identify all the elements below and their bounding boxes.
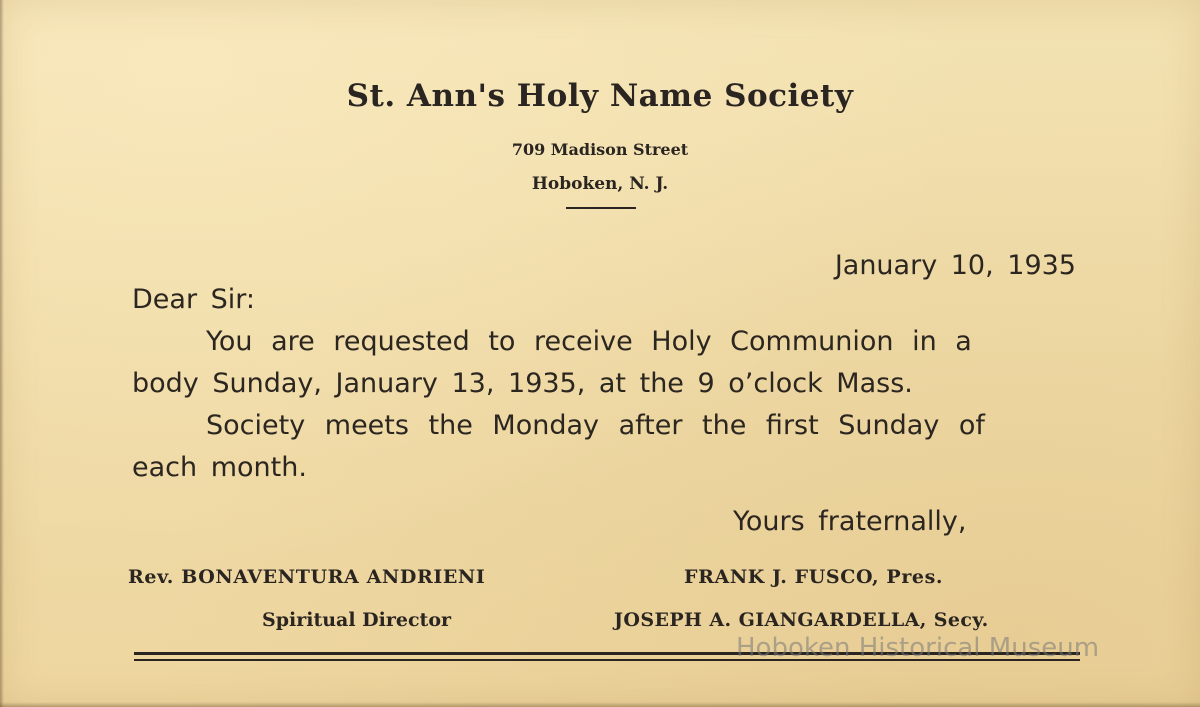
- letterhead-title: St. Ann's Holy Name Society: [346, 78, 854, 114]
- secretary-signature: JOSEPH A. GIANGARDELLA, Secy.: [614, 609, 989, 631]
- paragraph-1-line-2: body Sunday, January 13, 1935, at the 9 o’clock Mass.: [132, 368, 913, 399]
- paragraph-2-line-2: each month.: [132, 452, 307, 483]
- president-signature: FRANK J. FUSCO, Pres.: [684, 566, 944, 588]
- letter-closing: Yours fraternally,: [733, 506, 967, 537]
- scan-edge-shadow-bottom: [0, 702, 1200, 707]
- paragraph-1-line-1: You are requested to receive Holy Communion in a: [206, 326, 972, 357]
- paragraph-2-line-1: Society meets the Monday after the first Sunday of: [206, 410, 985, 441]
- spiritual-director-name: Rev. BONAVENTURA ANDRIENI: [128, 566, 486, 588]
- letter-greeting: Dear Sir:: [132, 284, 255, 315]
- letter-date: January 10, 1935: [834, 250, 1076, 281]
- letterhead-divider: [566, 207, 636, 209]
- letterhead-street: 709 Madison Street: [511, 140, 689, 159]
- spiritual-director-title: Spiritual Director: [262, 609, 452, 631]
- letterhead-city: Hoboken, N. J.: [531, 174, 669, 194]
- museum-watermark: Hoboken Historical Museum: [736, 633, 1100, 663]
